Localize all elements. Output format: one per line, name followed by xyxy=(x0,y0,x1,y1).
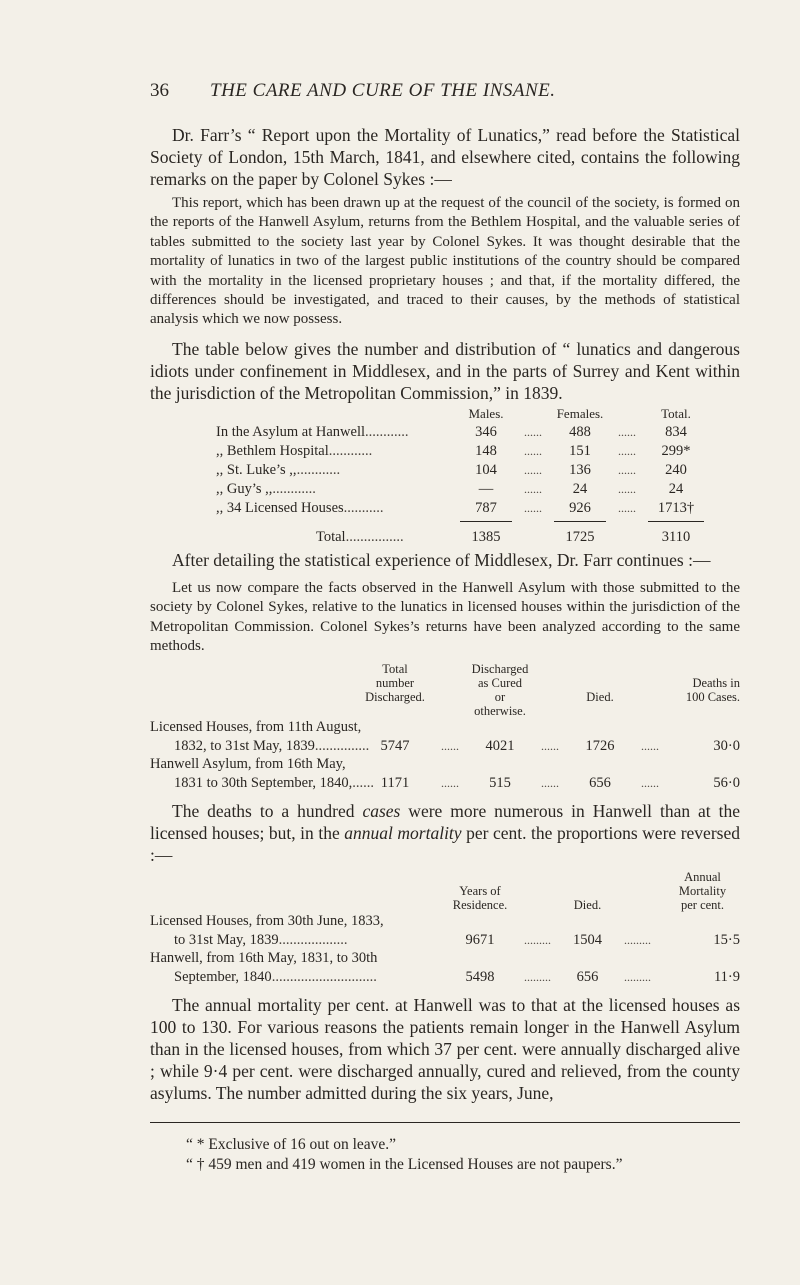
table-discharges xyxy=(150,662,740,792)
row-label: In the Asylum at Hanwell xyxy=(216,423,366,440)
col-females: Females. xyxy=(556,405,604,421)
row-label: ,, 34 Licensed Houses xyxy=(216,499,344,516)
cell-died: 1504 xyxy=(573,931,602,948)
cell-died: 656 xyxy=(576,968,599,985)
leader-dots: ...... xyxy=(618,500,636,515)
paragraph-annual-mortality: The annual mortality per cent. at Hanwell was to that at the licensed houses as 100 to 130. For various reasons the patients remain longer in the Hanwell Asylum than in the licensed houses, from which 37 per cent. were annually discharged alive ; while 9·4 per cent. were discharged annually, cured and relieved, from the county asylums. The number admitted during the six years, June, xyxy=(150,995,740,1104)
cell-males: 787 xyxy=(475,499,497,516)
row-label: ,, Guy’s ,, xyxy=(216,480,273,497)
leader-dots: ...... xyxy=(524,481,542,496)
page xyxy=(150,80,740,1175)
row-label: ,, St. Luke’s ,, xyxy=(216,461,297,478)
col-died: Died. xyxy=(586,690,614,705)
cell-annual: 11·9 xyxy=(713,968,740,985)
cell-females: 1725 xyxy=(565,528,595,545)
cell-discharged: 515 xyxy=(489,774,511,791)
cell-total: 24 xyxy=(668,480,684,497)
leader-dots: ................ xyxy=(345,528,404,545)
table-annual-mortality xyxy=(150,870,740,986)
paragraph-continues: After detailing the statistical experience of Middlesex, Dr. Farr continues :— xyxy=(172,549,711,570)
col-died: Died. xyxy=(573,898,602,913)
cell-males: 148 xyxy=(475,442,497,459)
cell-total: 240 xyxy=(665,461,687,478)
cell-total: 1171 xyxy=(380,774,410,791)
leader-dots: ...... xyxy=(524,424,542,439)
cell-total: 834 xyxy=(665,423,687,440)
col-years-residence: Years of Residence. xyxy=(452,884,508,913)
cell-females: 926 xyxy=(569,499,591,516)
table-header xyxy=(150,404,740,423)
leader-dots: ...... xyxy=(618,481,636,496)
table-row xyxy=(150,423,740,442)
col-total: Total. xyxy=(661,405,691,421)
total-label: Total xyxy=(316,528,346,545)
footnotes xyxy=(150,1135,740,1175)
row-label: Licensed Houses, from 30th June, 1833, xyxy=(150,913,384,930)
leader-dots: ...... xyxy=(618,462,636,477)
page-number: 36 xyxy=(150,80,169,101)
leader-dots: ............ xyxy=(272,480,316,497)
cell-died: 1726 xyxy=(585,737,615,754)
cell-females: 151 xyxy=(569,442,591,459)
sum-rule xyxy=(648,521,704,524)
row-label: Licensed Houses, from 11th August, xyxy=(150,719,362,736)
leader-dots: ........... xyxy=(343,499,384,516)
paragraph-deaths: The deaths to a hundred cases were more numerous in Hanwell than at the licensed houses; but, in the annual mortality per cent. the proportions were reversed :— xyxy=(150,801,741,866)
row-label: Hanwell, from 16th May, 1831, to 30th xyxy=(150,950,378,967)
table-row xyxy=(150,499,740,518)
running-title: THE CARE AND CURE OF THE INSANE. xyxy=(210,80,556,101)
cell-discharged: 4021 xyxy=(485,737,515,754)
table-row: Licensed Houses, from 11th August, 1832, to 31st May, 1839............... 5747 ...... 4021 ...... 1726 ...... 30·0 xyxy=(150,719,740,754)
footnote-rule xyxy=(150,1122,740,1123)
table-row: Licensed Houses, from 30th June, 1833, to 31st May, 1839................... 9671 ......... 1504 ......... 15·5 xyxy=(150,913,740,948)
col-deaths-in-100: Deaths in 100 Cases. xyxy=(685,676,740,705)
table-row: Hanwell, from 16th May, 1831, to 30th September, 1840............................. 5498 ......... 656 ......... 11·9 xyxy=(150,950,740,985)
paragraph-intro: Dr. Farr’s “ Report upon the Mortality of Lunatics,” read before the Statistical Society of London, 15th March, 1841, and elsewhere cited, contains the following remarks on the paper by Colonel Sykes :— xyxy=(150,125,740,189)
leader-dots: ............ xyxy=(296,461,341,478)
footnote: “ † 459 men and 419 women in the Licensed Houses are not paupers.” xyxy=(186,1156,623,1174)
table-confinement xyxy=(150,404,740,547)
cell-years: 9671 xyxy=(465,931,495,948)
sum-rules xyxy=(150,518,740,524)
cell-total: 299* xyxy=(661,442,691,459)
cell-males: 104 xyxy=(475,461,497,478)
cell-males: 1385 xyxy=(471,528,501,545)
cell-males: 346 xyxy=(475,423,497,440)
col-males: Males. xyxy=(468,405,504,421)
table-row xyxy=(150,442,740,461)
footnote: “ * Exclusive of 16 out on leave.” xyxy=(186,1136,397,1154)
table-row: Hanwell Asylum, from 16th May, 1831 to 30th September, 1840,...... 1171 ...... 515 ...... 656 ...... 56·0 xyxy=(150,756,740,791)
table-header xyxy=(150,662,740,718)
row-label: Hanwell Asylum, from 16th May, xyxy=(150,756,346,773)
cell-deaths: 30·0 xyxy=(713,737,740,754)
col-discharged-cured: Discharged as Cured or otherwise. xyxy=(471,662,529,719)
emphasis-cases: cases xyxy=(362,801,401,822)
cell-females: 136 xyxy=(569,461,591,478)
table-row xyxy=(150,461,740,480)
table-row xyxy=(150,480,740,499)
leader-dots: ...... xyxy=(524,462,542,477)
leader-dots: ...... xyxy=(618,424,636,439)
cell-males: — xyxy=(478,480,494,497)
cell-females: 24 xyxy=(572,480,588,497)
sum-rule xyxy=(460,521,512,524)
sum-rule xyxy=(554,521,606,524)
cell-total: 1713† xyxy=(657,499,695,516)
quote-compare: Let us now compare the facts observed in the Hanwell Asylum with those submitted to the society by Colonel Sykes, relative to the lunatics in licensed houses within the jurisdiction of the Metropolitan Commission. Colonel Sykes’s returns have been analyzed according to the same methods. xyxy=(150,579,740,655)
emphasis-annual-mortality: annual mortality xyxy=(344,823,462,844)
cell-died: 656 xyxy=(589,774,611,791)
row-label: ,, Bethlem Hospital xyxy=(216,442,329,459)
cell-females: 488 xyxy=(569,423,591,440)
cell-total: 5747 xyxy=(380,737,410,754)
quote-report: This report, which has been drawn up at the request of the council of the society, is formed on the reports of the Hanwell Asylum, returns from the Bethlem Hospital, and the valuable series of tables submitted to the society last year by Colonel Sykes. It was thought desirable that the mortality of lunatics in two of the largest public institutions of the country should be compared with the mortality in the licensed proprietary houses ; and that, if the mortality differed, the differences should be investigated, and traced to their causes, by the methods of statistical analysis which we now possess. xyxy=(150,195,740,328)
paragraph-table-intro: The table below gives the number and distribution of “ lunatics and dangerous idiots under confinement in Middlesex, and in the parts of Surrey and Kent within the jurisdiction of the Metropolitan Commission,” in 1839. xyxy=(150,338,740,403)
cell-annual: 15·5 xyxy=(713,931,740,948)
leader-dots: ............ xyxy=(365,423,409,440)
col-annual-mortality: Annual Mortality per cent. xyxy=(678,870,727,913)
table-header xyxy=(150,870,740,912)
leader-dots: ...... xyxy=(524,443,542,458)
leader-dots: ............ xyxy=(328,442,373,459)
cell-deaths: 56·0 xyxy=(713,774,740,791)
leader-dots: ...... xyxy=(524,500,542,515)
leader-dots: ...... xyxy=(618,443,636,458)
col-total-number: Total number Discharged. xyxy=(365,662,425,705)
running-head xyxy=(150,80,740,102)
cell-years: 5498 xyxy=(465,968,495,985)
cell-total: 3110 xyxy=(661,528,691,545)
table-total-row xyxy=(150,528,740,547)
